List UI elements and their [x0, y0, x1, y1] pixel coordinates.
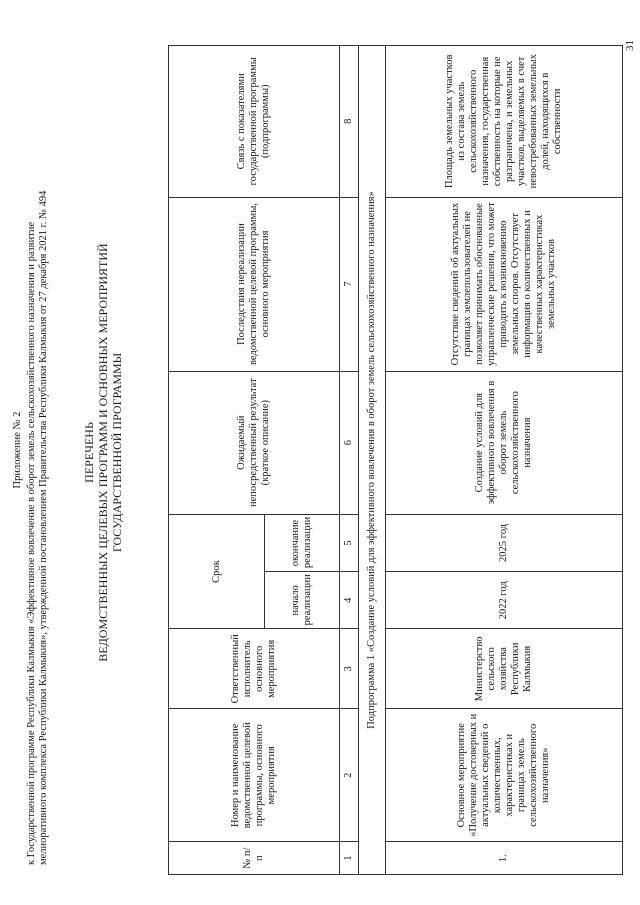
header-start: начало реализации	[265, 572, 340, 629]
column-number: 3	[340, 629, 359, 709]
row-consequences: Отсутствие сведений об актуальных границах землепользователей не позволяет принимать обоснованные управленческие решения, что может приводить к возникновению земельных споров. Отсутствует информация о количественных и качественных характеристиках земельных участков	[386, 197, 623, 371]
header-num: № п/п	[169, 842, 340, 875]
header-link: Связь с показателями государственной программы (подпрограммы)	[169, 46, 340, 198]
column-number-row	[340, 46, 359, 875]
page-number: 31	[624, 40, 636, 51]
appendix-reference-line-1: к Государственной программе Республики Калмыкия «Эффективное вовлечение в оборот земель сельскохозяйственного назначения и развитие	[26, 221, 37, 865]
row-result: Создание условий для эффективного вовлечения в оборот земель сельскохозяйственного назначения	[386, 371, 623, 514]
subprogram-row	[359, 46, 386, 875]
row-end: 2025 год	[386, 514, 623, 571]
row-start: 2022 год	[386, 572, 623, 629]
appendix-reference-line-2: мелиоративного комплекса Республики Калмыкия», утвержденной постановлением Правительства Республики Калмыкия от 27 декабря 2021 г. № 494	[38, 190, 49, 865]
row-num: 1.	[386, 842, 623, 875]
row-name: Основное мероприятие «Получение достоверных и актуальных сведений о количественных, характеристиках и границах земель сельскохозяйственного назначения»	[386, 709, 623, 842]
document-subtitle-1: ВЕДОМСТВЕННЫХ ЦЕЛЕВЫХ ПРОГРАММ И ОСНОВНЫХ МЕРОПРИЯТИЙ	[96, 243, 110, 662]
subprogram-title: Подпрограмма 1 «Создание условий для эффективного вовлечения в оборот земель сельскохозяйственного назначения»	[359, 46, 386, 875]
measures-table	[168, 45, 623, 875]
header-result: Ожидаемый непосредственный результат (краткое описание)	[169, 371, 340, 514]
column-number: 5	[340, 514, 359, 571]
header-end: окончание реализации	[265, 514, 340, 571]
column-number: 7	[340, 197, 359, 371]
header-name: Номер и наименование ведомственной целевой программы, основного мероприятия	[169, 709, 340, 842]
document-subtitle-2: ГОСУДАРСТВЕННОЙ ПРОГРАММЫ	[110, 352, 124, 553]
table-header-row	[169, 46, 265, 875]
header-executor: Ответственный исполнитель основного мероприятия	[169, 629, 340, 709]
column-number: 8	[340, 46, 359, 198]
table-row	[386, 46, 623, 875]
column-number: 2	[340, 709, 359, 842]
appendix-title: Приложение № 2	[12, 411, 23, 489]
column-number: 4	[340, 572, 359, 629]
column-number: 1	[340, 842, 359, 875]
row-executor: Министерство сельского хозяйства Республики Калмыкия	[386, 629, 623, 709]
document-title: ПЕРЕЧЕНЬ	[82, 422, 96, 483]
row-link: Площадь земельных участков из состава земель сельскохозяйственного назначения, государственная собственность на которые не разграничена, и земельных участков, выделяемых в счет невостребованных земельных долей, находящихся в собственности	[386, 46, 623, 198]
column-number: 6	[340, 371, 359, 514]
header-term: Срок	[169, 514, 265, 629]
header-consequences: Последствия нереализации ведомственной целевой программы, основного мероприятия	[169, 197, 340, 371]
